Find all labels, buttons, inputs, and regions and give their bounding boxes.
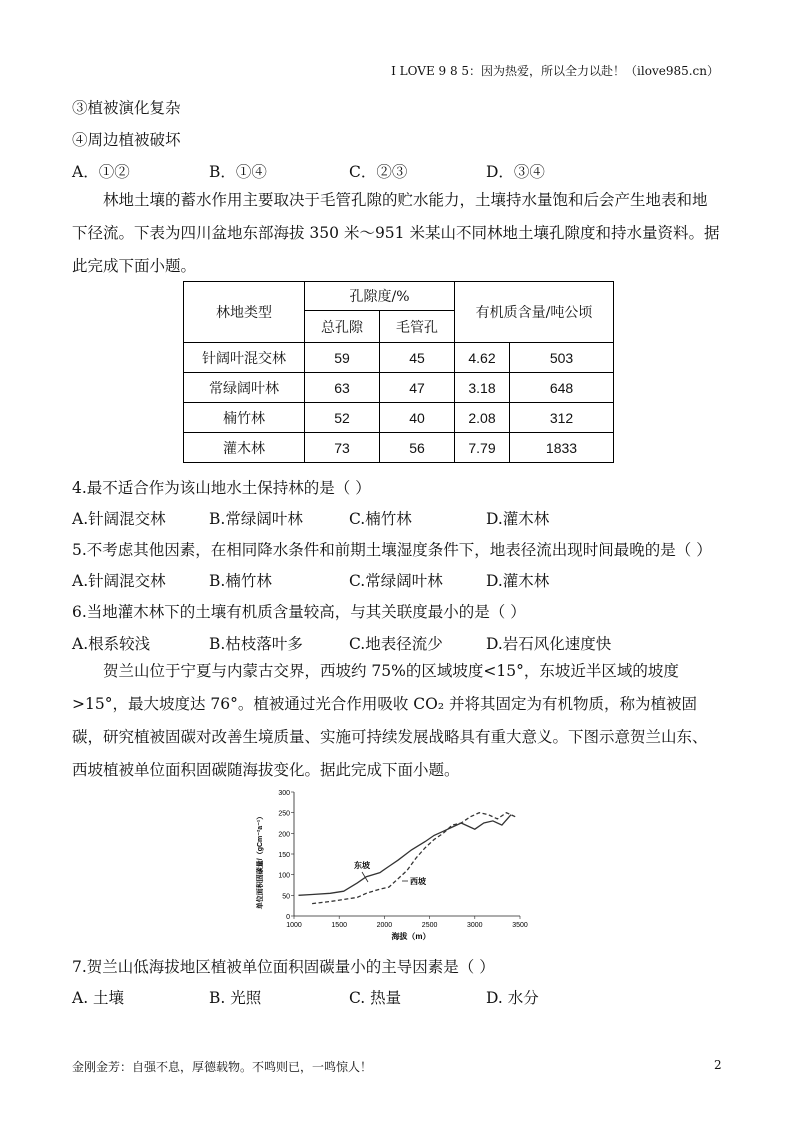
cell-water: 312 (510, 403, 614, 433)
q5-options (72, 569, 722, 591)
th-capillary-porosity: 毛管孔 (380, 311, 455, 343)
cell-capillary: 45 (380, 343, 455, 373)
cell-organic: 4.62 (455, 343, 510, 373)
y-tick-label: 150 (278, 852, 290, 859)
cell-total: 73 (305, 433, 380, 463)
x-tick-label: 1500 (331, 922, 347, 929)
x-tick-label: 2000 (376, 922, 393, 929)
th-forest-type: 林地类型 (184, 282, 305, 343)
q5-option-d: D.灌木林 (486, 572, 550, 590)
carbon-fixation-chart (252, 786, 532, 946)
q5-stem: 5.不考虑其他因素，在相同降水条件和前期土壤湿度条件下，地表径流出现时间最晚的是（ ） (72, 541, 712, 559)
cell-organic: 7.79 (455, 433, 510, 463)
y-tick-label: 200 (278, 831, 290, 839)
x-tick-labels (286, 916, 528, 929)
q7-option-b: B. 光照 (209, 989, 262, 1007)
q4-option-d: D.灌木林 (486, 510, 550, 528)
q5-option-a: A.针阔混交林 (72, 572, 166, 590)
th-porosity: 孔隙度/% (305, 282, 455, 311)
cell-water: 648 (510, 373, 614, 403)
q3-option-d: D．③④ (486, 163, 545, 181)
passage-helan-mountain (72, 655, 722, 787)
x-tick-label: 2500 (421, 922, 438, 929)
cell-type: 灌木林 (184, 433, 305, 463)
q7-option-c: C. 热量 (349, 989, 402, 1007)
west-slope-label: 西坡 (410, 877, 426, 886)
option-item-3: ③植被演化复杂 (72, 99, 181, 117)
passage-forest-soil (72, 184, 722, 283)
q3-option-c: C．②③ (349, 163, 408, 181)
x-tick-label: 3500 (512, 922, 528, 929)
table-row (184, 343, 614, 373)
table-row (184, 403, 614, 433)
q4-stem: 4.最不适合作为该山地水土保持林的是（ ） (72, 479, 371, 497)
cell-organic: 3.18 (455, 373, 510, 403)
q5-option-b: B.楠竹林 (209, 572, 272, 590)
page-header: I LOVE 9 8 5：因为热爱，所以全力以赴！（ilove985.cn） (391, 64, 719, 78)
porosity-table (183, 281, 614, 463)
y-tick-label: 0 (286, 914, 290, 921)
passage-helan-mountain-text: 贺兰山位于宁夏与内蒙古交界，西坡约 75%的区域坡度<15°，东坡近半区域的坡度>15°，最大坡度达 76°。植被通过光合作用吸收 CO₂ 并将其固定为有机物质，称为植被固碳，研究植被固碳对改善生境质量、实施可持续发展战略具有重大意义。下图示意贺兰山东、西坡植被单位面积固碳随海拔变化。据此完成下面小题。 (72, 662, 708, 779)
cell-type: 常绿阔叶林 (184, 373, 305, 403)
cell-water: 503 (510, 343, 614, 373)
cell-capillary: 56 (380, 433, 455, 463)
passage-forest-soil-text: 林地土壤的蓄水作用主要取决于毛管孔隙的贮水能力，土壤持水量饱和后会产生地表和地下径流。下表为四川盆地东部海拔 350 米～951 米某山不同林地土壤孔隙度和持水量资料。据此完成下面小题。 (72, 191, 720, 275)
q7-option-d: D. 水分 (486, 989, 539, 1007)
page-footer: 金刚金芳：自强不息，厚德载物。不鸣则已，一鸣惊人！ (72, 1060, 373, 1074)
th-total-porosity: 总孔隙 (305, 311, 380, 343)
q3-options (72, 160, 722, 182)
y-tick-labels (278, 790, 294, 921)
table-row (184, 373, 614, 403)
y-tick-label: 100 (278, 872, 290, 880)
q6-option-a: A.根系较浅 (72, 635, 151, 653)
x-axis-label: 海拔（m） (391, 932, 431, 941)
cell-organic: 2.08 (455, 403, 510, 433)
y-tick-label: 50 (282, 893, 290, 901)
q6-option-c: C.地表径流少 (349, 635, 443, 653)
east-slope-series-line (299, 815, 512, 896)
q6-stem: 6.当地灌木林下的土壤有机质含量较高，与其关联度最小的是（ ） (72, 603, 526, 621)
y-axis-label: 单位面积固碳量/（gCm⁻²a⁻¹） (257, 812, 264, 910)
q4-options (72, 507, 722, 529)
q7-options (72, 986, 722, 1008)
q6-options (72, 632, 722, 654)
east-slope-label: 东坡 (354, 861, 370, 870)
cell-capillary: 47 (380, 373, 455, 403)
q4-option-c: C.楠竹林 (349, 510, 412, 528)
y-tick-label: 250 (278, 810, 290, 818)
q3-option-a: A．①② (72, 163, 130, 181)
cell-total: 59 (305, 343, 380, 373)
q5-option-c: C.常绿阔叶林 (349, 572, 443, 590)
chart-lines (299, 813, 516, 904)
q3-option-b: B．①④ (209, 163, 267, 181)
q4-option-a: A.针阔混交林 (72, 510, 166, 528)
cell-capillary: 40 (380, 403, 455, 433)
q6-option-b: B.枯枝落叶多 (209, 635, 303, 653)
cell-total: 63 (305, 373, 380, 403)
x-tick-label: 1000 (286, 922, 302, 929)
cell-total: 52 (305, 403, 380, 433)
west-slope-series-line (312, 813, 515, 904)
q6-option-d: D.岩石风化速度快 (486, 635, 612, 653)
cell-type: 楠竹林 (184, 403, 305, 433)
y-tick-label: 300 (278, 790, 290, 797)
cell-water: 1833 (510, 433, 614, 463)
q4-option-b: B.常绿阔叶林 (209, 510, 303, 528)
option-item-4: ④周边植被破坏 (72, 131, 181, 149)
q7-stem: 7.贺兰山低海拔地区植被单位面积固碳量小的主导因素是（ ） (72, 958, 495, 976)
table-row (184, 433, 614, 463)
th-organic: 有机质含量/吨公顷 (455, 282, 614, 343)
cell-type: 针阔叶混交林 (184, 343, 305, 373)
q7-option-a: A. 土壤 (72, 989, 125, 1007)
page-number: 2 (714, 1058, 722, 1072)
x-tick-label: 3000 (467, 922, 483, 929)
